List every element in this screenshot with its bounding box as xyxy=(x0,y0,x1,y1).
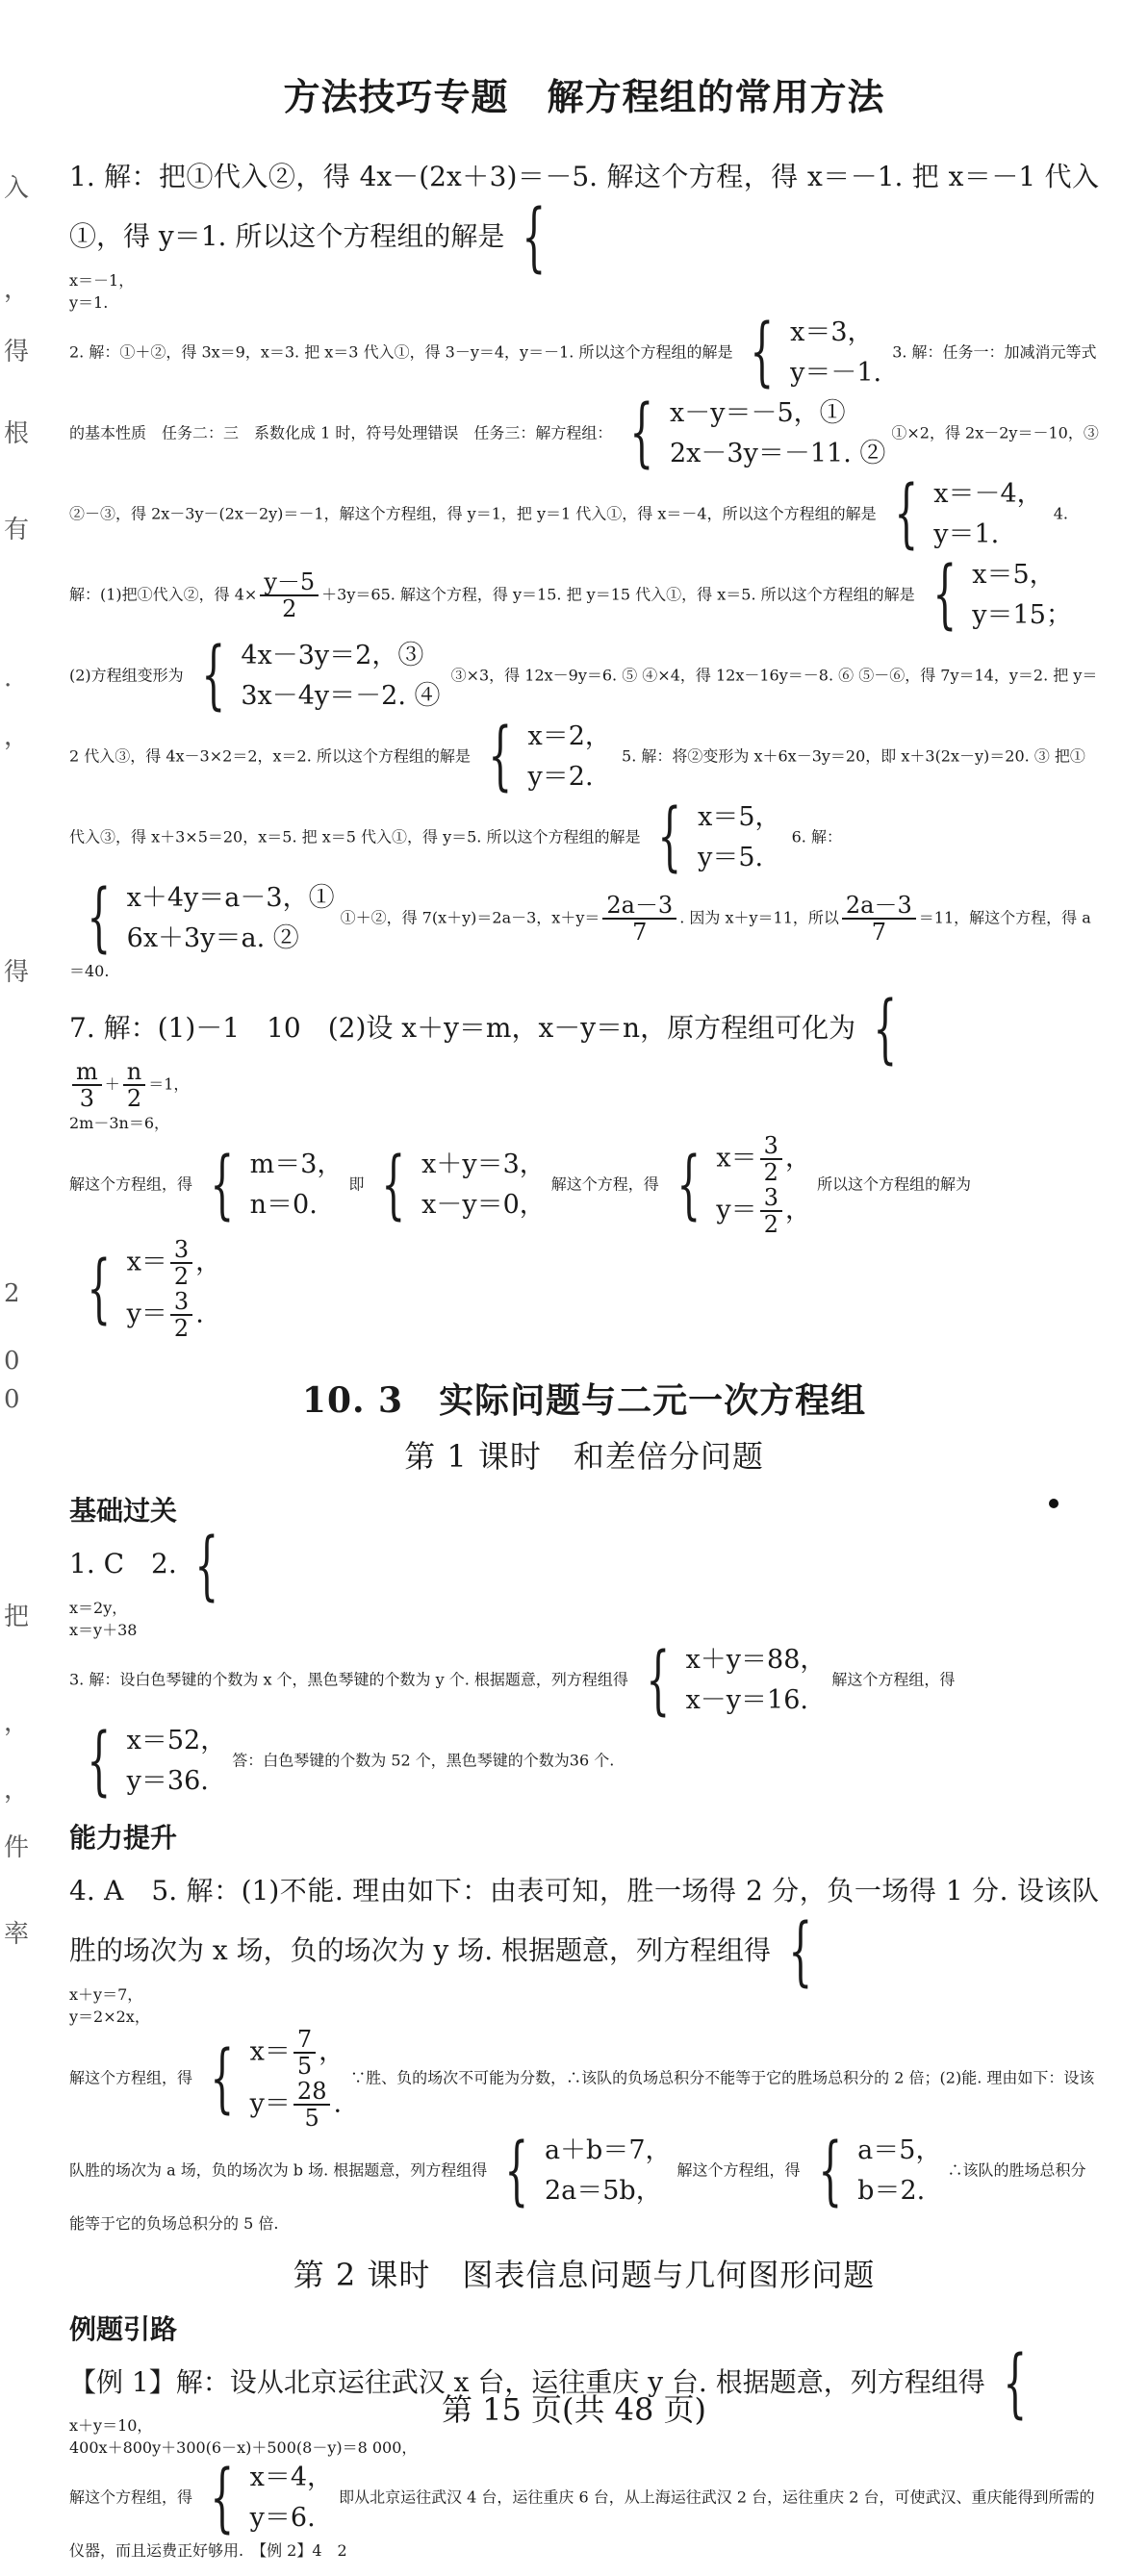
fraction xyxy=(260,569,319,621)
eq-row: y＝2×2x， xyxy=(69,2007,150,2026)
lesson-title: 第 2 课时 图表信息问题与几何图形问题 xyxy=(293,2256,876,2293)
eq-tail: ， xyxy=(319,2036,345,2067)
answer-text: ①×2，得 2x－2y＝－10，③ ②－③，得 2x－3y－(2x－2y)＝－1，解这个方程组，得 y＝1，把 y＝1 代入①，得 x＝－4，所以这个方程组的解是 xyxy=(69,423,1099,523)
fraction xyxy=(760,1185,782,1237)
answer-block-7 xyxy=(69,985,1099,1073)
equation-system: { xyxy=(788,1908,813,1996)
eq-lhs: y＝ xyxy=(249,2088,291,2119)
margin-char: 得 xyxy=(4,338,30,366)
eq-lhs: y＝ xyxy=(716,1195,757,1225)
fraction xyxy=(72,1059,102,1111)
equation-system: { x＝ $\frac{3}{2}$ ， y＝ $\frac{3}{2}$ ， xyxy=(676,1132,811,1239)
eq-row: x＋4y＝a－3，① xyxy=(126,882,335,913)
numerator: 3 xyxy=(170,1237,192,1264)
answer-text: 6. 解： xyxy=(791,827,842,846)
margin-char: . xyxy=(4,664,13,693)
answer-text: 1. 解：把①代入②，得 4x－(2x＋3)＝－5. 解这个方程，得 x＝－1. 把 x＝－1 代入①，得 y＝1. 所以这个方程组的解是 xyxy=(69,161,1099,252)
eq-lhs: x＝ xyxy=(716,1143,757,1174)
answer-text: 所以这个方程组的解为 xyxy=(816,1174,971,1194)
eq-row: x＋y＝7， xyxy=(69,1984,143,2004)
margin-char: ， xyxy=(4,275,30,304)
equation-system: { x＝ $\frac{7}{5}$ ， y＝ $\frac{28}{5}$ . xyxy=(210,2025,345,2132)
equation-system: { x＋y＝88， x－y＝16. xyxy=(646,1636,827,1724)
answer-text: 【例 1】解：设从北京运往武汉 x 台，运往重庆 y 台. 根据题意，列方程组得 xyxy=(69,2365,985,2398)
eq-row: x＝2y， xyxy=(69,1599,128,1618)
answer-text: 解这个方程，得 xyxy=(550,1174,659,1194)
eq-row: y＝－1. xyxy=(790,357,882,388)
equation-system: { 4x－3y＝2，③ 3x－4y＝－2. ④ xyxy=(201,632,441,720)
section-title: 10. 3 实际问题与二元一次方程组 xyxy=(301,1380,867,1422)
eq-row: x－y＝0， xyxy=(421,1190,546,1221)
eq-row: y＝6. xyxy=(249,2503,316,2534)
eq-row: x＋y＝3， xyxy=(421,1149,546,1180)
answer-text: . 因为 x＋y＝11，所以 xyxy=(679,908,839,927)
eq-row: x－y＝－5，① xyxy=(670,397,846,428)
denominator: 7 xyxy=(632,918,648,946)
equation-system: { xyxy=(522,194,547,282)
eq-row: y＝1. xyxy=(69,292,109,312)
answer-text: 4. A 5. 解：(1)不能. 理由如下：由表可知，胜一场得 2 分，负一场得 1 分. 设该队胜的场次为 x 场，负的场次为 y 场. 根据题意，列方程组得 xyxy=(69,1875,1099,1967)
denominator: 2 xyxy=(173,1263,190,1291)
denominator: 2 xyxy=(763,1211,778,1239)
numerator: 3 xyxy=(760,1185,782,1212)
eq-row xyxy=(127,1289,222,1341)
numerator: 3 xyxy=(760,1133,782,1160)
answer-text: ∵胜、负的场次不可能为分数，∴该队的负场总积分不能等于它的胜场总积分的 2 倍；(2)能. 理由如下：设该队胜的场次为 a 场，负的场次为 b 场. 根据题意，列方程组得 xyxy=(69,2068,1095,2180)
eq-row: a＝5， xyxy=(857,2134,942,2165)
numerator: 2a－3 xyxy=(602,893,676,920)
fraction xyxy=(293,2027,316,2079)
eq-row: 4x－3y＝2，③ xyxy=(241,640,424,670)
subsection-heading: 例题引路 xyxy=(69,2312,178,2345)
eq-row: y＝5. xyxy=(698,842,764,872)
eq-row xyxy=(716,1185,811,1237)
answer-text: 3. 解：任务一：加减消元等式的基本性质 任务二：三 系数化成 1 时，符号处理错误 任务三：解方程组： xyxy=(69,342,1097,442)
answer-text: ①＋②，得 7(x＋y)＝2a－3，x＋y＝ xyxy=(340,908,600,927)
eq-tail: ， xyxy=(784,1195,811,1225)
eq-lhs: x＝ xyxy=(126,1247,167,1277)
margin-char: 把 xyxy=(4,1603,30,1631)
eq-tail: ， xyxy=(784,1143,811,1174)
eq-row: m＝3， xyxy=(249,1149,344,1180)
equation-system: { xyxy=(873,985,898,1073)
margin-char: 根 xyxy=(4,419,30,448)
margin-char: ， xyxy=(4,722,30,751)
eq-row: y＝15； xyxy=(972,599,1072,630)
eq-row: x＋y＝10， xyxy=(69,2416,153,2436)
margin-char: 入 xyxy=(4,174,30,203)
eq-row: 2m－3n＝6， xyxy=(69,1114,170,1133)
denominator: 5 xyxy=(304,2104,319,2132)
eq-row xyxy=(716,1133,811,1185)
eq-row: a＋b＝7， xyxy=(544,2134,672,2165)
fraction xyxy=(123,1059,145,1111)
denominator: 2 xyxy=(763,1159,778,1187)
eq-tail: ， xyxy=(195,1247,222,1277)
answer-text: 解这个方程组，得 xyxy=(69,2068,193,2087)
eq-row: y＝2. xyxy=(527,761,594,792)
operator: ＋ xyxy=(104,1074,120,1094)
eq-lhs: x＝ xyxy=(249,2036,291,2067)
answer-text: 即 xyxy=(348,1174,365,1194)
answer-block-1-3 xyxy=(69,147,1099,282)
denominator: 2 xyxy=(173,1315,190,1343)
answer-text: 答：白色琴键的个数为 52 个，黑色琴键的个数为36 个. xyxy=(232,1751,615,1770)
answer-text: 即从北京运往武汉 4 台，运往重庆 6 台，从上海运往武汉 2 台，运往重庆 2 台，可使武汉、重庆能得到所需的仪器，而且运费正好够用. 【例 2】4 2 xyxy=(69,2488,1095,2561)
numerator: 3 xyxy=(170,1289,192,1316)
equation-system: { x＝ $\frac{3}{2}$ ， y＝ $\frac{3}{2}$ . xyxy=(87,1236,222,1343)
equation-system: { x＝4， y＝6. xyxy=(210,2455,334,2542)
eq-row: x＝3， xyxy=(790,316,874,347)
equation-system: { x＝3， y＝－1. xyxy=(750,309,882,396)
answer-text: ∴该队的胜场总积分能等于它的负场总积分的 5 倍. xyxy=(69,2160,1086,2233)
margin-char: 得 xyxy=(4,958,30,987)
numerator: m xyxy=(72,1059,102,1086)
answer-text: ＝11，解这个方程，得 a＝40. xyxy=(69,908,1091,980)
eq-row: x＋y＝88， xyxy=(685,1645,827,1676)
page-footer: 第 15 页(共 48 页) xyxy=(441,2391,707,2428)
answer-text: 解这个方程组，得 xyxy=(69,1174,193,1194)
answer-text: ③×3，得 12x－9y＝6. ⑤ ④×4，得 12x－16y＝－8. ⑥ ⑤－⑥，得 7y＝14，y＝2. 把 y＝2 代入③，得 4x－3×2＝2，x＝2. 所以这个方程组的解是 xyxy=(69,666,1098,766)
denominator: 2 xyxy=(282,594,297,622)
equation-system: { x＝－4， y＝1. xyxy=(894,470,1043,558)
answer-text: 5. 解：将②变形为 x＋6x－3y＝20，即 x＋3(2x－y)＝20. ③ 把①代入③，得 x＋3×5＝20，x＝5. 把 x＝5 代入①，得 y＝5. 所以这个方程组的解是 xyxy=(69,746,1085,846)
answer-text: 1. C 2. xyxy=(69,1548,177,1580)
answer-text: 解这个方程组，得 xyxy=(676,2160,801,2180)
lesson-title: 第 1 课时 和差倍分问题 xyxy=(404,1438,764,1476)
eq-row xyxy=(69,1059,1099,1111)
eq-row: 2x－3y＝－11. ② xyxy=(670,438,886,468)
margin-char: ， xyxy=(4,1776,30,1805)
fraction xyxy=(760,1133,782,1185)
answer-text: ＋3y＝65. 解这个方程，得 y＝15. 把 y＝15 代入①，得 x＝5. 所以这个方程组的解是 xyxy=(321,585,915,604)
eq-row: x＝4， xyxy=(249,2462,334,2493)
fraction xyxy=(602,893,676,945)
eq-row: b＝2. xyxy=(857,2175,926,2206)
answer-text: 解这个方程组，得 xyxy=(69,2488,193,2507)
equation-system: { a＋b＝7， 2a＝5b， xyxy=(504,2127,672,2214)
answer-text: 3. 解：设白色琴键的个数为 x 个，黑色琴键的个数为 y 个. 根据题意，列方程组得 xyxy=(69,1670,628,1689)
equation-system: { x＋y＝3， x－y＝0， xyxy=(381,1142,546,1229)
equation-system: { m＝3， n＝0. xyxy=(210,1142,344,1229)
denominator: 7 xyxy=(871,918,886,946)
equation-system: { x＝2， y＝2. xyxy=(488,713,611,800)
equation-system: { x＋4y＝a－3，① 6x＋3y＝a. ② xyxy=(87,874,335,962)
numerator: n xyxy=(123,1059,145,1086)
subsection-heading: 基础过关 xyxy=(69,1495,178,1528)
equation-system: { x＝5， y＝15； xyxy=(932,551,1072,639)
eq-row: y＝36. xyxy=(126,1766,209,1797)
margin-char: 件 xyxy=(4,1833,30,1862)
subsection-heading: 能力提升 xyxy=(69,1822,178,1855)
equation-system: { xyxy=(194,1522,218,1609)
eq-lhs: y＝ xyxy=(126,1299,167,1329)
equation-system: { x－y＝－5，① 2x－3y＝－11. ② xyxy=(629,390,886,477)
eq-row xyxy=(127,1237,222,1289)
page-title xyxy=(69,67,1099,120)
eq-row xyxy=(250,2079,345,2131)
denominator: 2 xyxy=(126,1085,142,1113)
numerator: 28 xyxy=(293,2079,331,2106)
eq-row: 2a＝5b， xyxy=(544,2175,662,2206)
equation-system: { x＝52， y＝36. xyxy=(87,1717,227,1805)
numerator: 7 xyxy=(293,2027,316,2054)
margin-char: 有 xyxy=(4,516,30,544)
answer-text: 2. 解：①＋②，得 3x＝9，x＝3. 把 x＝3 代入①，得 3－y＝4，y＝－1. 所以这个方程组的解是 xyxy=(69,342,733,362)
fraction xyxy=(842,893,916,945)
ink-dot xyxy=(1049,1499,1059,1508)
margin-char: 率 xyxy=(4,1920,30,1949)
eq-row: 3x－4y＝－2. ④ xyxy=(241,680,441,711)
eq-row: x＝5， xyxy=(698,801,781,832)
title-part-b: 解方程组的常用方法 xyxy=(547,75,885,118)
equation-system: { xyxy=(1003,2340,1027,2428)
eq-row: x＝－4， xyxy=(933,478,1043,509)
margin-char: ， xyxy=(4,1708,30,1737)
eq-row xyxy=(250,2027,345,2079)
fraction xyxy=(170,1289,192,1341)
eq-tail: . xyxy=(333,2088,343,2119)
denominator: 3 xyxy=(79,1085,95,1113)
eq-row: x＝5， xyxy=(972,559,1056,590)
title-part-a: 方法技巧专题 xyxy=(283,75,509,118)
numerator: 2a－3 xyxy=(842,893,916,920)
fraction xyxy=(293,2079,331,2131)
answer-text: 解这个方程组，得 xyxy=(831,1670,956,1689)
eq-row: 6x＋3y＝a. ② xyxy=(126,922,299,953)
eq-tail: . xyxy=(195,1299,204,1329)
numerator: y－5 xyxy=(260,569,319,596)
eq-row: x－y＝16. xyxy=(685,1685,808,1716)
denominator: 5 xyxy=(296,2052,313,2080)
content-column xyxy=(69,67,1099,2576)
equation-system: { a＝5， b＝2. xyxy=(817,2127,942,2214)
eq-row: x＝y＋38 xyxy=(69,1621,138,1640)
eq-row: 400x＋800y＋300(6－x)＋500(8－y)＝8 000， xyxy=(69,2438,418,2458)
margin-char: 0 xyxy=(4,1347,20,1376)
margin-char: 0 xyxy=(4,1385,20,1414)
eq-row: y＝1. xyxy=(933,518,1000,549)
margin-char: 2 xyxy=(4,1279,20,1308)
answer-text: (2)方程组变形为 xyxy=(69,666,184,685)
answer-text: 4. 解：(1)把①代入②，得 4× xyxy=(69,504,1068,604)
eq-row: x＝52， xyxy=(126,1726,227,1756)
fraction xyxy=(170,1237,192,1289)
equation-system: { x＝5， y＝5. xyxy=(657,794,781,881)
left-margin-bleed xyxy=(0,0,29,2449)
eq-tail: ＝1， xyxy=(148,1074,190,1094)
eq-row: x＝－1， xyxy=(69,270,135,290)
answer-text: 7. 解：(1)－1 10 (2)设 x＋y＝m，x－y＝n，原方程组可化为 xyxy=(69,1011,856,1044)
eq-row: n＝0. xyxy=(249,1190,318,1221)
eq-row: x＝2， xyxy=(527,720,611,751)
